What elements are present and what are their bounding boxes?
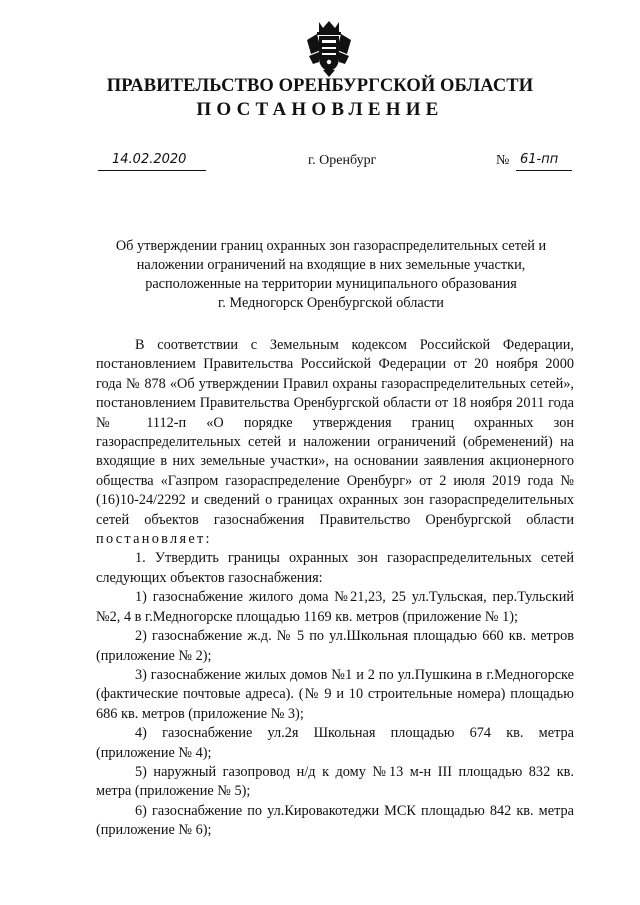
decree-word: постановляет: — [96, 531, 212, 548]
date-field — [98, 152, 206, 171]
city: г. Оренбург — [308, 153, 377, 168]
subject-line: г. Медногорск Оренбургской области — [218, 295, 444, 311]
coat-of-arms-icon — [305, 20, 353, 78]
subject-line: Об утверждении границ охранных зон газораспределительных сетей и — [115, 238, 547, 254]
item-1: 1. Утвердить границы охранных зон газораспределительных сетей следующих объектов газоснабжения: — [96, 550, 574, 586]
document-subject — [100, 237, 562, 313]
subject-line: наложении ограничений на входящие в них земельные участки, — [136, 257, 526, 273]
number-value: 61-пп — [520, 152, 559, 167]
list-item: 2) газоснабжение ж.д. № 5 по ул.Школьная площадью 660 кв. метров (приложение № 2); — [96, 628, 574, 664]
number-field — [496, 152, 572, 170]
list-item: 4) газоснабжение ул.2я Школьная площадью 674 кв. метра (приложение № 4); — [96, 725, 574, 761]
subject-line: расположенные на территории муниципального образования — [145, 276, 517, 292]
document-body — [96, 336, 574, 841]
number-sign: № — [496, 153, 510, 168]
intro-paragraph: В соответствии с Земельным кодексом Российской Федерации, постановлением Правительства Российской Федерации от 20 ноября 2000 года № 878 «Об утверждении Правил охраны газораспределительных сетей», постановлением Правительства Оренбургской области от 18 ноября 2011 года № 1112-п «О порядке утверждения границ охранных зон газораспределительных сетей и наложении ограничений (обременений) на входящие в них земельные участки», на основании заявления акционерного общества «Газпром газораспределение Оренбург» от 2 июля 2019 года № (16)10-24/2292 и сведений о границах охранных зон газораспределительных сетей объектов газоснабжения Правительство Оренбургской области постановляет: — [96, 337, 574, 548]
document-type: ПОСТАНОВЛЕНИЕ — [196, 99, 444, 120]
list-item: 5) наружный газопровод н/д к дому №13 м-н III площадью 832 кв. метра (приложение № 5); — [96, 763, 574, 800]
list-item: 1) газоснабжение жилого дома №21,23, 25 ул.Тульская, пер.Тульский №2, 4 в г.Медногорске площадью 1169 кв. метров (приложение № 1); — [96, 589, 574, 625]
date-value: 14.02.2020 — [112, 152, 187, 167]
organization-title: ПРАВИТЕЛЬСТВО ОРЕНБУРГСКОЙ ОБЛАСТИ — [106, 76, 534, 96]
list-item: 6) газоснабжение по ул.Кировакотеджи МСК площадью 842 кв. метра (приложение № 6); — [96, 802, 574, 839]
list-item: 3) газоснабжение жилых домов №1 и 2 по ул.Пушкина в г.Медногорске (фактические почтовые адреса). (№ 9 и 10 строительные номера) площадью 686 кв. метров (приложение № 3); — [96, 666, 574, 722]
